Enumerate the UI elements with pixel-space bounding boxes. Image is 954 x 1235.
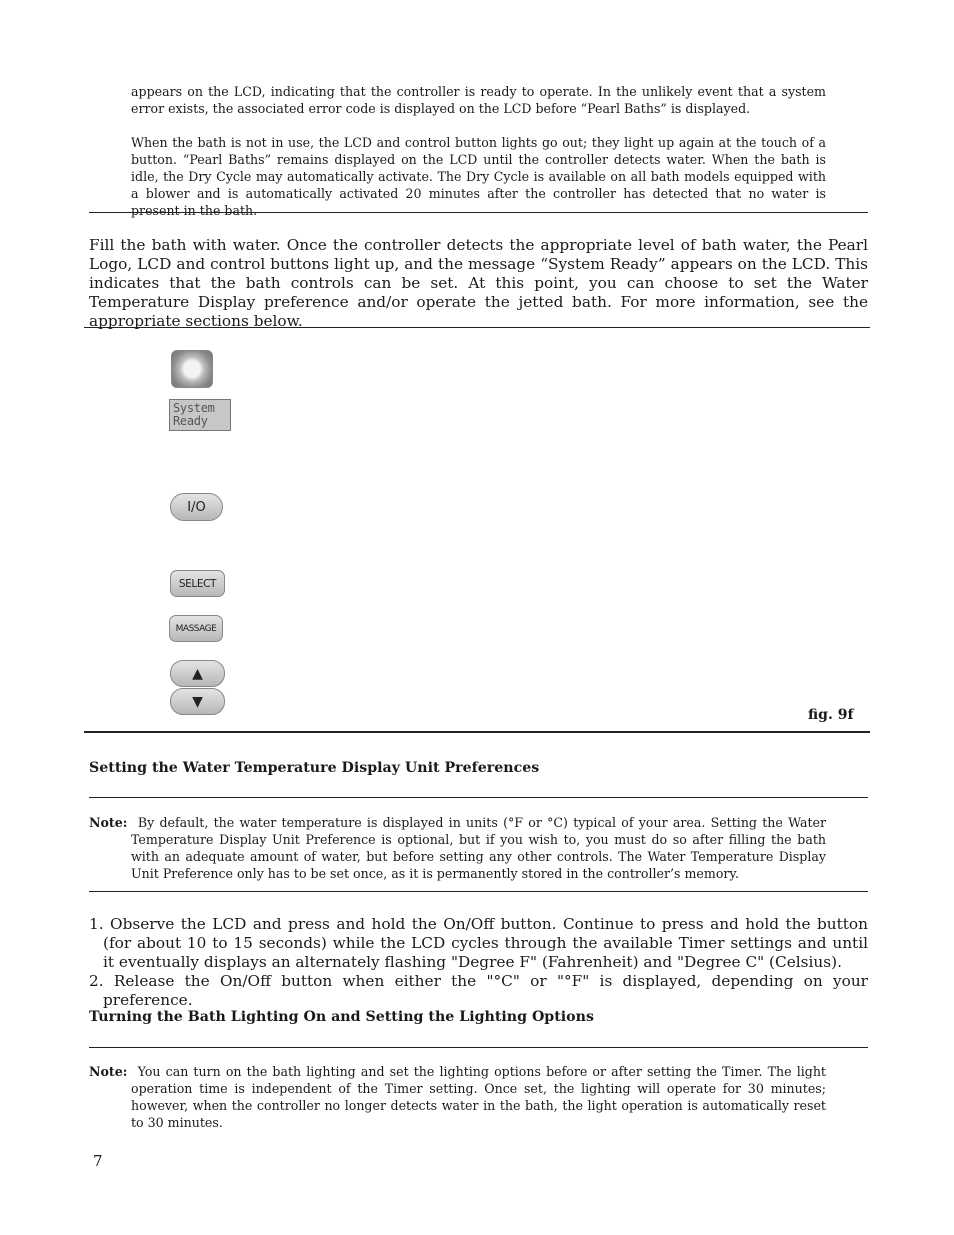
divider (89, 797, 868, 798)
pearl-logo-icon (171, 350, 213, 388)
divider (89, 891, 868, 892)
steps-temperature-units (89, 915, 868, 1010)
section-heading-temperature-units: Setting the Water Temperature Display Unit Preferences (89, 760, 540, 776)
note-text: By default, the water temperature is displayed in units (°F or °C) typical of your area. Setting the Water Temperature Display Unit Preference is optional, but if you wish to, you must do so after filling the bath with an adequate amount of water, but before setting any other controls. The Water Temperature Display Unit Preference only has to be set once, as it is permanently stored in the controller’s memory. (131, 815, 826, 881)
up-arrow-button-icon: ▲ (170, 660, 225, 687)
massage-button-icon: MASSAGE (169, 615, 223, 642)
step-1: 1. Observe the LCD and press and hold the On/Off button. Continue to press and hold the button (for about 10 to 15 seconds) while the LCD cycles through the available Timer settings and until it eventually displays an alternately flashing "Degree F" (Fahrenheit) and "Degree C" (Celsius). (89, 915, 868, 971)
figure-top-divider (84, 327, 870, 328)
on-off-button-icon: I/O (170, 493, 223, 521)
step-2: 2. Release the On/Off button when either the "°C" or "°F" is displayed, depending on your preference. (89, 972, 868, 1009)
note-bath-lighting (89, 1063, 826, 1131)
intro-paragraph-1: appears on the LCD, indicating that the controller is ready to operate. In the unlikely event that a system error exists, the associated error code is displayed on the LCD before “Pearl Baths” is displayed. (131, 84, 826, 116)
section-heading-bath-lighting: Turning the Bath Lighting On and Setting the Lighting Options (89, 1009, 594, 1025)
intro-paragraph-2: When the bath is not in use, the LCD and control button lights go out; they light up again at the touch of a button. “Pearl Baths” remains displayed on the LCD until the controller detects water. When the bath is idle, the Dry Cycle may automatically activate. The Dry Cycle is available on all bath models equipped with a blower and is automatically activated 20 minutes after the controller has detected that no water is present in the bath. (131, 135, 826, 218)
figure-caption: fig. 9f (808, 707, 854, 723)
fill-bath-paragraph: Fill the bath with water. Once the controller detects the appropriate level of bath water, the Pearl Logo, LCD and control buttons light up, and the message “System Ready” appears on the LCD. This indicates that the bath controls can be set. At this point, you can choose to set the Water Temperature Display preference and/or operate the jetted bath. For more information, see the appropriate sections below. (89, 236, 868, 330)
page-number: 7 (93, 1152, 103, 1170)
lcd-line-1: System (173, 401, 215, 415)
note-temperature-units (89, 814, 826, 882)
down-arrow-button-icon: ▼ (170, 688, 225, 715)
select-button-icon: SELECT (170, 570, 225, 597)
note-text: You can turn on the bath lighting and set the lighting options before or after setting the Timer. The light operation time is independent of the Timer setting. Once set, the lighting will operate for 30 minutes; however, when the controller no longer detects water in the bath, the light operation is automatically reset to 30 minutes. (131, 1064, 826, 1130)
divider (89, 1047, 868, 1048)
note-label: Note: (89, 815, 128, 830)
figure-bottom-divider (84, 731, 870, 733)
lcd-line-2: Ready (173, 414, 208, 428)
lcd-display-icon (169, 399, 231, 431)
divider (89, 212, 868, 213)
note-label: Note: (89, 1064, 128, 1079)
